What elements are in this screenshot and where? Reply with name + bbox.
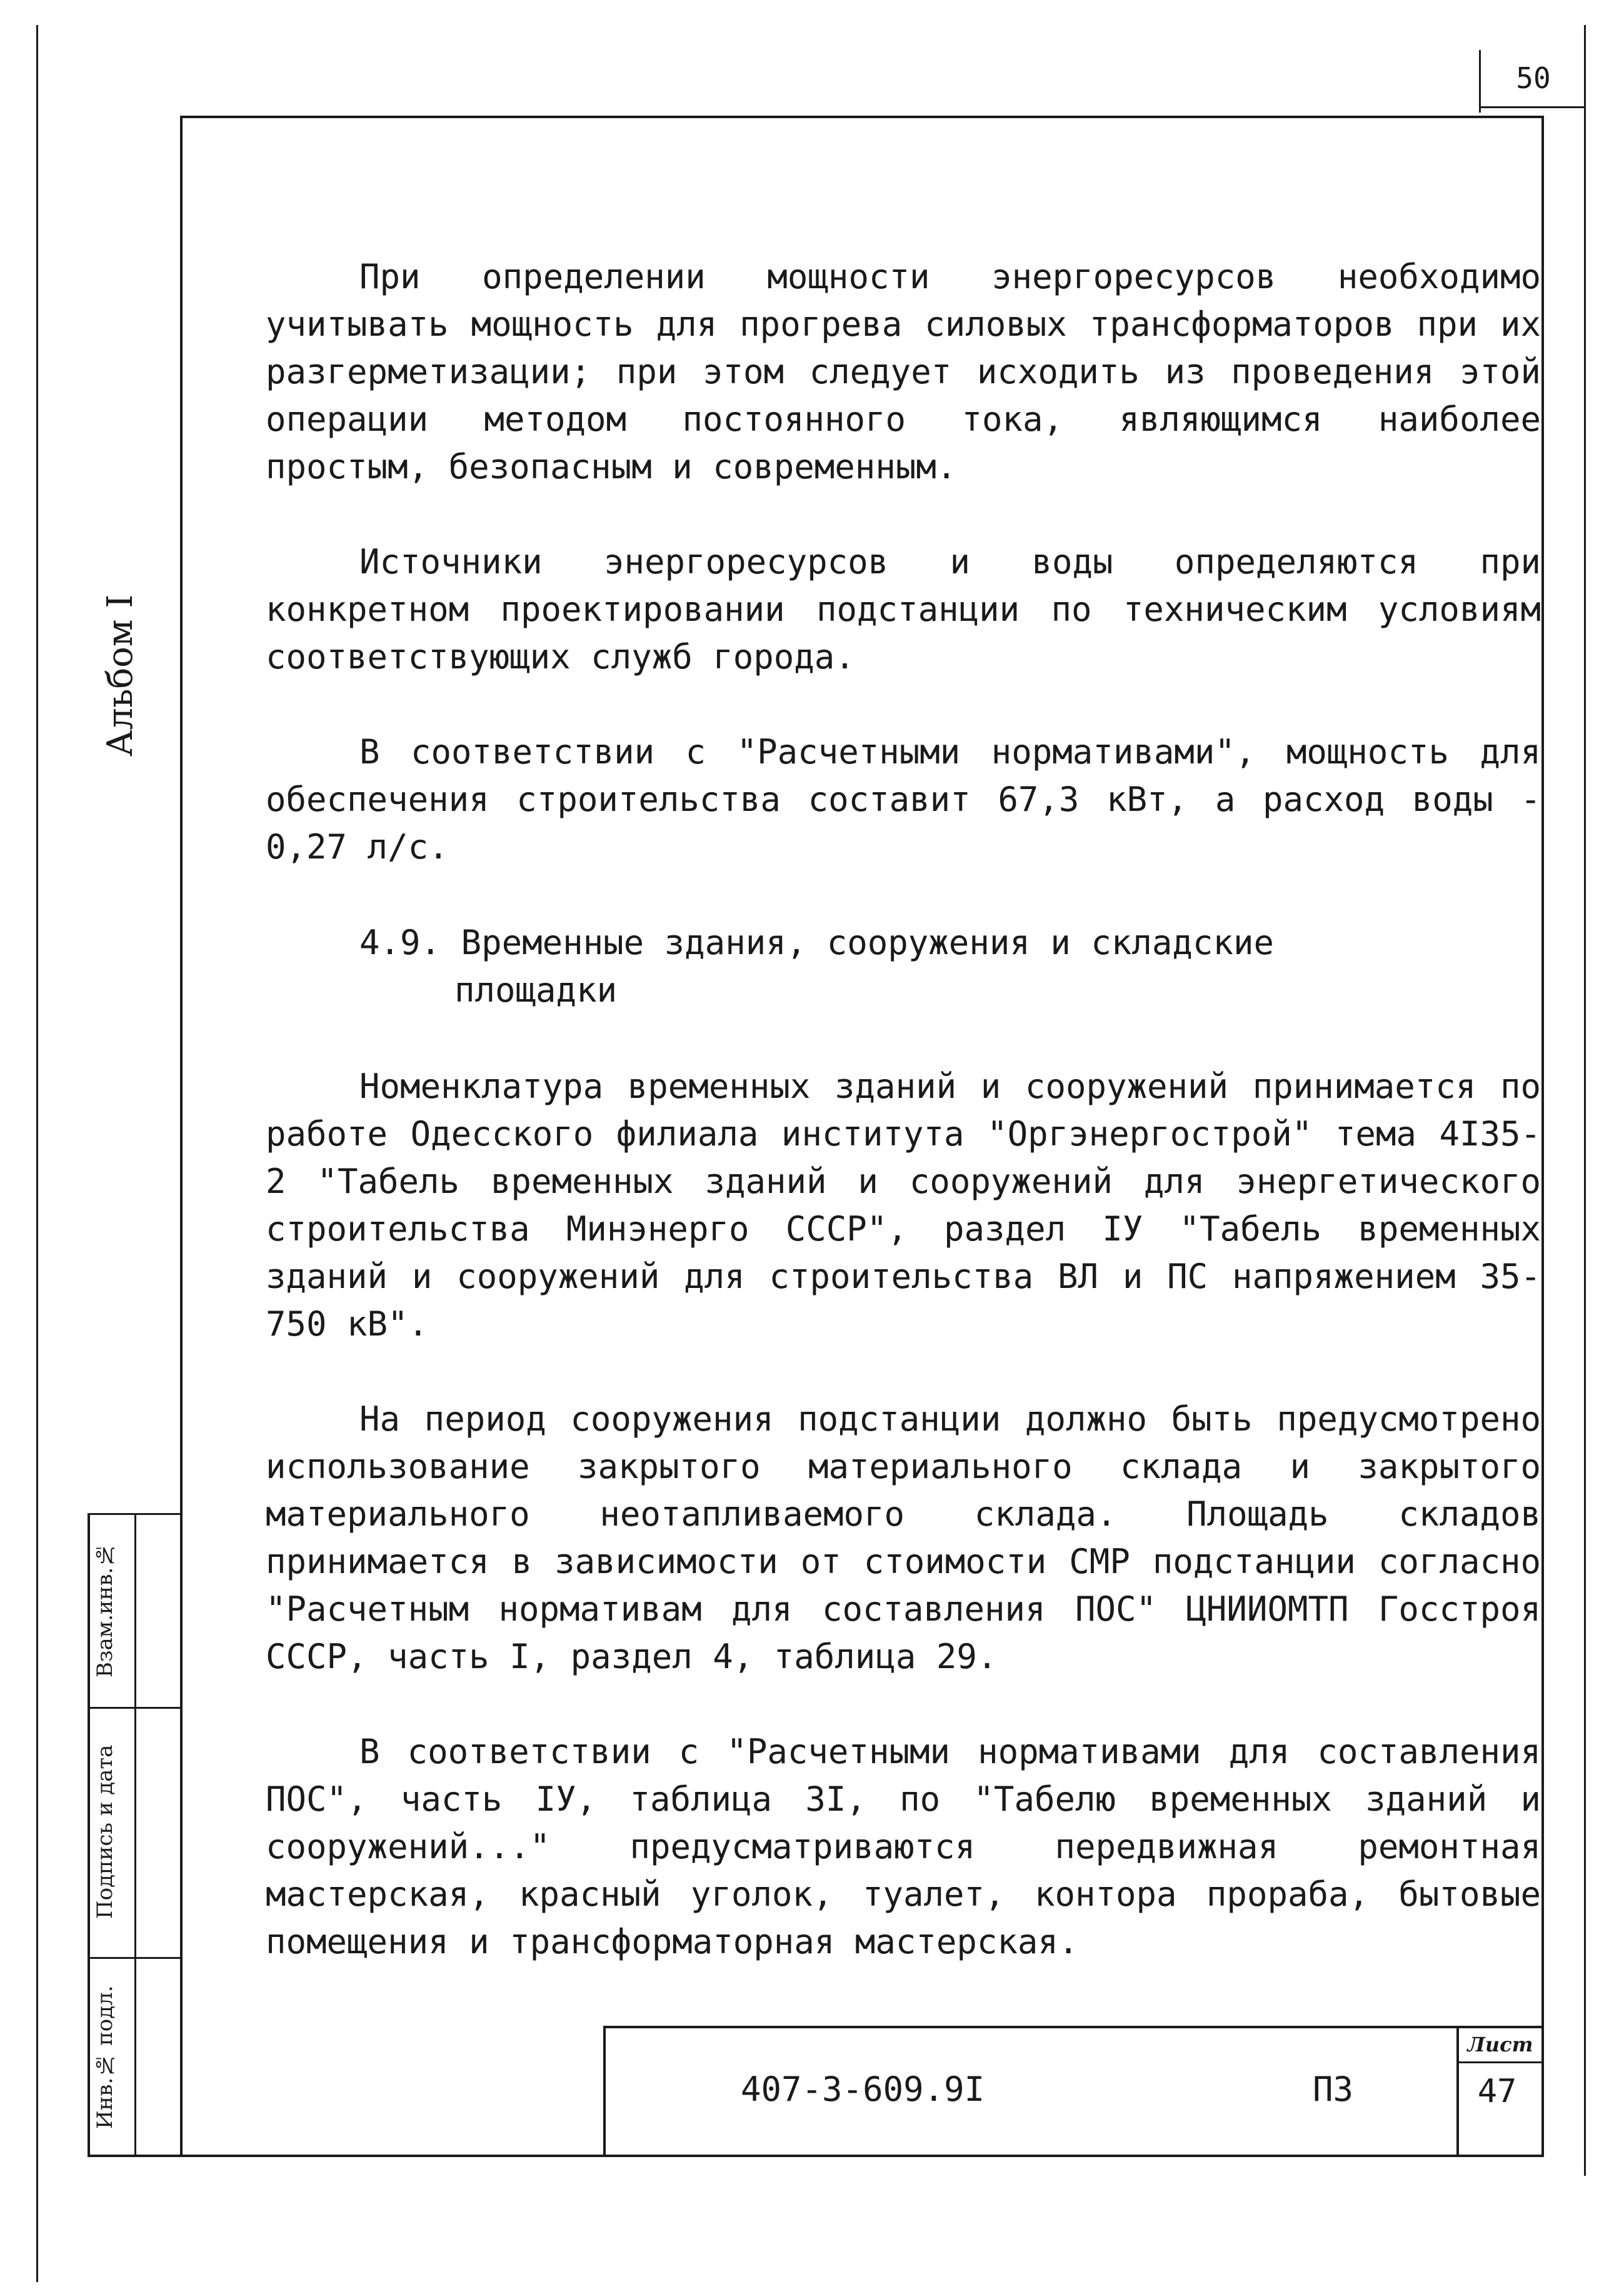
document-type: ПЗ (1313, 2070, 1354, 2109)
section-heading-line1: 4.9. Временные здания, сооружения и складские (359, 923, 1274, 962)
section-heading-line2: площадки (454, 970, 618, 1010)
paragraph: На период сооружения подстанции должно быть предусмотрено использование закрытого материального склада и закрытого материального неотапливаемого склада. Площадь складов принимается в зависимости от стоимости СМР подстанции согласно "Расчетным нормативам для составления ПОС" ЦНИИОМТП Госстроя СССР, часть I, раздел 4, таблица 29. (266, 1399, 1541, 1676)
paragraph: Номенклатура временных зданий и сооружений принимается по работе Одесского филиала института "Оргэнергострой" тема 4I35-2 "Табель временных зданий и сооружений для энергетического строительства Минэнерго СССР", раздел IУ "Табель временных зданий и сооружений для строительства ВЛ и ПС напряжением 35-750 кВ". (266, 1067, 1541, 1344)
sheet-number: 47 (1477, 2073, 1517, 2110)
sheet-label: Лист (1467, 2033, 1533, 2056)
title-block-top (603, 2026, 1544, 2028)
paragraph: В соответствии с "Расчетными нормативами для составления ПОС", часть IУ, таблица 3I, по "Табелю временных зданий и сооружений..." предусматриваются передвижная ремонтная мастерская, красный уголок, туалет, контора прораба, бытовые помещения и трансформаторная мастерская. (266, 1732, 1541, 1961)
body-text-group-2 (266, 1063, 1541, 1966)
document-code: 407-3-609.9I (741, 2070, 985, 2109)
outer-right-line (1584, 25, 1586, 2176)
title-block-left (603, 2026, 606, 2157)
frame-bottom-line (88, 2155, 1544, 2157)
page-number: 50 (1516, 61, 1551, 95)
page-number-box-bottom (1479, 106, 1585, 108)
frame-top-line (180, 116, 1544, 118)
stamp-label-vzam: Взам.инв.№ (93, 1542, 118, 1678)
frame-right-line (1541, 116, 1544, 2157)
paragraph: Источники энергоресурсов и воды определяются при конкретном проектировании подстанции по техническим условиям соответствующих служб города. (266, 542, 1541, 677)
stamp-left-line (88, 1513, 90, 2157)
album-label: Альбом I (100, 594, 141, 757)
title-block-sheet-divider (1456, 2061, 1544, 2063)
section-heading (359, 919, 1422, 1014)
body-text-group-1 (266, 253, 1541, 871)
frame-left-line (180, 116, 183, 2157)
left-binding-line (36, 25, 38, 2282)
paragraph: При определении мощности энергоресурсов необходимо учитывать мощность для прогрева силовых трансформаторов при их разгерметизации; при этом следует исходить из проведения этой операции методом постоянного тока, являющимся наиболее простым, безопасным и современным. (266, 257, 1541, 486)
page-number-box-left (1479, 50, 1481, 113)
stamp-label-podpis: Подпись и дата (93, 1744, 118, 1919)
stamp-inner-line (134, 1513, 136, 2157)
stamp-label-inv: Инв.№ подл. (93, 1985, 118, 2129)
paragraph: В соответствии с "Расчетными нормативами", мощность для обеспечения строительства составит 67,3 кВт, а расход воды - 0,27 л/с. (266, 732, 1541, 867)
